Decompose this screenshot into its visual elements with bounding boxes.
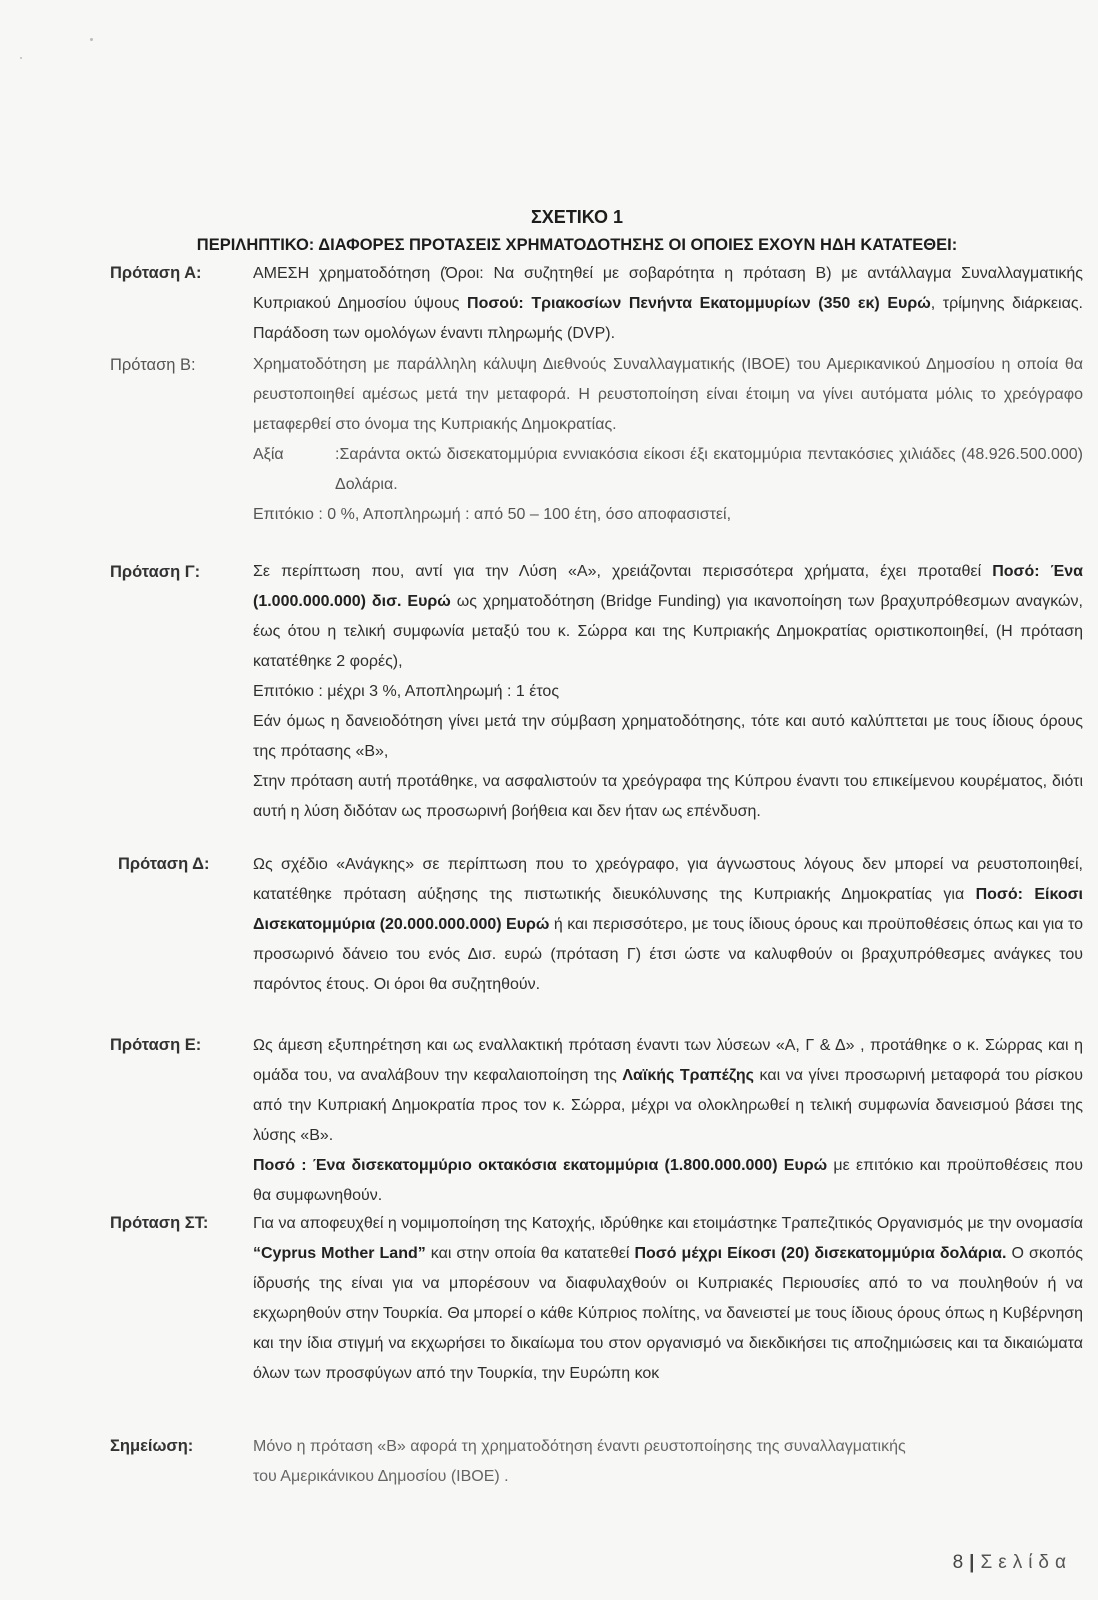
proposal-st-text: Για να αποφευχθεί η νομιμοποίηση της Κατοχής, ιδρύθηκε και ετοιμάστηκε Τραπεζιτικός Οργανισμός με την ονομασία xyxy=(253,1215,1083,1232)
document-subtitle: ΠΕΡΙΛΗΠΤΙΚΟ: ΔΙΑΦΟΡΕΣ ΠΡΟΤΑΣΕΙΣ ΧΡΗΜΑΤΟΔΟΤΗΣΗΣ ΟΙ ΟΠΟΙΕΣ ΕΧΟΥΝ ΗΔΗ ΚΑΤΑΤΕΘΕΙ: xyxy=(196,236,958,254)
proposal-d-amount: Ποσό: Είκοσι Δισεκατομμύρια (20.000.000.000) Ευρώ xyxy=(253,886,1084,933)
note-text: Μόνο η πρόταση «Β» αφορά τη χρηματοδότηση έναντι ρευστοποίησης της συναλλαγματικής του Αμερικάνικου Δημοσίου (IBOE) . xyxy=(253,1438,906,1485)
proposal-st-amount: Ποσό μέχρι Είκοσι (20) δισεκατομμύρια δολάρια. xyxy=(634,1245,1007,1262)
proposal-st-org-name: “Cyprus Mother Land” xyxy=(253,1245,426,1262)
proposal-e-amount: Ποσό : Ένα δισεκατομμύριο οκτακόσια εκατομμύρια (1.800.000.000) Ευρώ xyxy=(253,1157,828,1174)
scan-speck xyxy=(90,38,93,41)
proposal-e-text: Ως άμεση εξυπηρέτηση και ως εναλλακτική πρόταση έναντι των λύσεων «Α, Γ & Δ» , προτάθηκε ο κ. Σώρρας και η ομάδα του, να αναλάβουν την κεφαλαιοποίηση της xyxy=(253,1037,1083,1084)
proposal-b-label: Πρόταση Β: xyxy=(110,356,196,374)
proposal-e-bank: Λαϊκής Τραπέζης xyxy=(622,1067,754,1084)
note-label: Σημείωση: xyxy=(110,1437,194,1455)
document-title: ΣΧΕΤΙΚΟ 1 xyxy=(531,207,623,227)
proposal-e-body xyxy=(253,1031,1083,1211)
proposal-c-terms: Επιτόκιο : μέχρι 3 %, Αποπληρωμή : 1 έτος xyxy=(253,683,560,700)
proposal-a-body xyxy=(253,259,1083,349)
page-footer xyxy=(0,1552,1072,1574)
proposal-d-body xyxy=(253,850,1083,1000)
proposal-b-value-label: Αξία xyxy=(253,446,284,463)
proposal-c-label: Πρόταση Γ: xyxy=(110,563,201,581)
note-body xyxy=(253,1432,933,1492)
proposal-c-text-end: ως χρηματοδότηση (Bridge Funding) για ικανοποίηση των βραχυπρόθεσμων αναγκών, έως ότου η τελική συμφωνία μεταξύ του κ. Σώρρα και της Κυπριακής Δημοκρατίας οριστικοποιηθεί, (Η πρόταση κατατέθηκε 2 φορές), xyxy=(253,593,1083,670)
proposal-a-text-end: , τρίμηνης διάρκειας. Παράδοση των ομολόγων έναντι πληρωμής (DVP). xyxy=(253,295,1083,342)
page-number: 8 xyxy=(952,1552,964,1573)
proposal-c-amount: Ποσό: Ένα (1.000.000.000) δισ. Ευρώ xyxy=(253,563,1084,610)
proposal-b-value-row xyxy=(253,440,1083,500)
proposal-e-amount-end: με επιτόκιο και προϋποθέσεις που θα συμφωνηθούν. xyxy=(253,1157,1083,1204)
proposal-a-label: Πρόταση Α: xyxy=(110,264,202,282)
proposal-d-text-end: ή και περισσότερο, με τους ίδιους όρους και προϋποθέσεις όπως και για το προσωρινό δάνειο του ενός Δισ. ευρώ (πρόταση Γ) έτσι ώστε να καλυφθούν οι βραχυπρόθεσμες ανάγκες του παρόντος έτους. Οι όροι θα συζητηθούν. xyxy=(253,916,1083,993)
proposal-st-text-mid: και στην οποία θα κατατεθεί xyxy=(425,1245,635,1262)
proposal-a-text: ΑΜΕΣΗ χρηματοδότηση (Όροι: Να συζητηθεί με σοβαρότητα η πρόταση Β) με αντάλλαγμα Συναλλαγματικής Κυπριακού Δημοσίου ύψους xyxy=(253,265,1083,312)
proposal-st-body xyxy=(253,1209,1083,1389)
proposal-st-text-end: Ο σκοπός ίδρυσής της είναι για να μπορέσουν να διαφυλαχθούν οι Κυπριακές Περιουσίες από το να πουληθούν ή να εκχωρηθούν στην Τουρκία. Θα μπορεί ο κάθε Κύπριος πολίτης, να δανειστεί με τους ίδιους όρους όπως η Κυβέρνηση και την ίδια στιγμή να εκχωρήσει το δικαίωμα του στον οργανισμό να διεκδικήσει τις αποζημιώσεις και τα δικαιώματα όλων των προσφύγων από την Τουρκία, την Ευρώπη κοκ xyxy=(253,1245,1083,1382)
proposal-b-body xyxy=(253,350,1083,530)
page-word: Σελίδα xyxy=(980,1552,1072,1573)
proposal-c-body xyxy=(253,557,1083,827)
proposal-d-text: Ως σχέδιο «Ανάγκης» σε περίπτωση που το χρεόγραφο, για άγνωστους λόγους δεν μπορεί να ρευστοποιηθεί, κατατέθηκε πρόταση αύξησης της πιστωτικής διευκόλυνσης της Κυπριακής Δημοκρατίας για xyxy=(253,856,1083,903)
footer-separator: | xyxy=(969,1552,975,1573)
proposal-b-text: Χρηματοδότηση με παράλληλη κάλυψη Διεθνούς Συναλλαγματικής (IBOE) του Αμερικανικού Δημοσίου η οποία θα ρευστοποιηθεί αμέσως μετά την μεταφορά. Η ρευστοποίηση είναι έτοιμη να γίνει αυτόματα μόλις το χρεόγραφο μεταφερθεί στο όνομα της Κυπριακής Δημοκρατίας. xyxy=(253,356,1083,433)
proposal-e-text-end: και να γίνει προσωρινή μεταφορά του ρίσκου από την Κυπριακή Δημοκρατία προς τον κ. Σώρρα, μέχρι να ολοκληρωθεί η τελική συμφωνία δανεισμού βάσει της λύσης «Β». xyxy=(253,1067,1084,1144)
proposal-st-label: Πρόταση ΣΤ: xyxy=(110,1214,209,1232)
scan-speck xyxy=(20,57,22,59)
proposal-c-text: Σε περίπτωση που, αντί για την Λύση «Α», χρειάζονται περισσότερα χρήματα, έχει προταθεί xyxy=(253,563,993,580)
proposal-a-amount: Ποσού: Τριακοσίων Πενήντα Εκατομμυρίων (350 εκ) Ευρώ xyxy=(467,295,931,312)
proposal-b-value-text: :Σαράντα οκτώ δισεκατομμύρια εννιακόσια είκοσι έξι εκατομμύρια πεντακόσιες χιλιάδες (48.926.500.000) Δολάρια. xyxy=(335,446,1083,493)
proposal-c-insurance-text: Στην πρόταση αυτή προτάθηκε, να ασφαλιστούν τα χρεόγραφα της Κύπρου έναντι του επικείμενου κουρέματος, διότι αυτή η λύση διδόταν ως προσωρινή βοήθεια και δεν ήταν ως επένδυση. xyxy=(253,773,1083,820)
proposal-e-label: Πρόταση Ε: xyxy=(110,1036,202,1054)
proposal-b-terms: Επιτόκιο : 0 %, Αποπληρωμή : από 50 – 100 έτη, όσο αποφασιστεί, xyxy=(253,506,732,523)
proposal-c-loan-text: Εάν όμως η δανειοδότηση γίνει μετά την σύμβαση χρηματοδότησης, τότε και αυτό καλύπτεται με τους ίδιους όρους της πρότασης «Β», xyxy=(253,713,1083,760)
proposal-d-label: Πρόταση Δ: xyxy=(118,855,210,873)
